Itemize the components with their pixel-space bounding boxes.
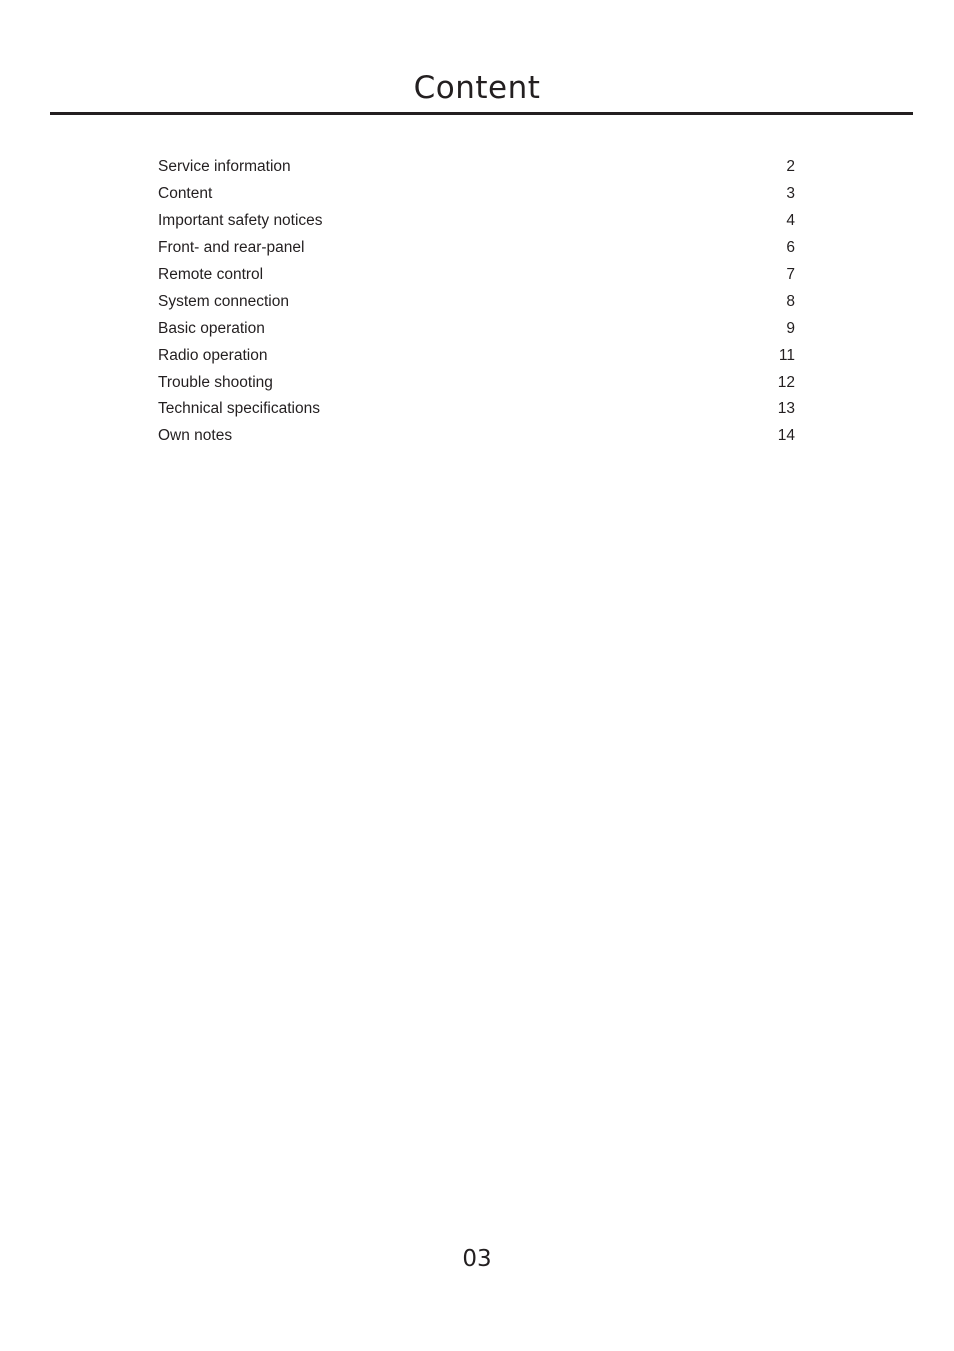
toc-entry-label: System connection [158,292,289,310]
toc-entry-label: Remote control [158,266,264,283]
toc-entry[interactable] [158,208,795,235]
toc-entry-label: Basic operation [158,319,265,337]
table-of-contents [158,154,795,450]
page-number: 03 [462,1246,492,1272]
toc-entry-label: Service information [158,158,291,176]
toc-entry[interactable] [158,154,795,181]
toc-entry[interactable] [158,315,795,342]
toc-entry[interactable] [158,369,795,396]
toc-entry[interactable] [158,262,795,289]
toc-entry-page: 4 [786,212,795,230]
toc-entry-page: 13 [777,400,795,418]
toc-entry[interactable] [158,396,795,423]
toc-entry-label: Radio operation [158,346,268,364]
toc-entry-page: 8 [786,292,795,310]
toc-entry-label: Own notes [158,427,233,445]
toc-entry-page: 9 [786,319,795,337]
toc-entry-label: Important safety notices [158,212,323,230]
toc-entry[interactable] [158,342,795,369]
title-divider [50,112,913,115]
toc-entry-page: 3 [786,185,795,203]
toc-entry[interactable] [158,288,795,315]
toc-entry-label: Content [158,185,213,203]
toc-entry-label: Front- and rear-panel [158,239,305,257]
toc-entry-page: 12 [777,373,795,391]
toc-entry-page: 7 [786,266,795,283]
toc-entry-page: 14 [777,427,795,445]
toc-entry[interactable] [158,181,795,208]
toc-entry-page: 6 [786,239,795,257]
toc-entry[interactable] [158,423,795,450]
toc-entry-page: 11 [778,346,795,364]
toc-entry-label: Technical specifications [158,400,320,418]
toc-entry-page: 2 [786,158,795,176]
toc-entry[interactable] [158,235,795,262]
toc-entry-label: Trouble shooting [158,373,273,391]
page-title: Content [413,70,541,106]
